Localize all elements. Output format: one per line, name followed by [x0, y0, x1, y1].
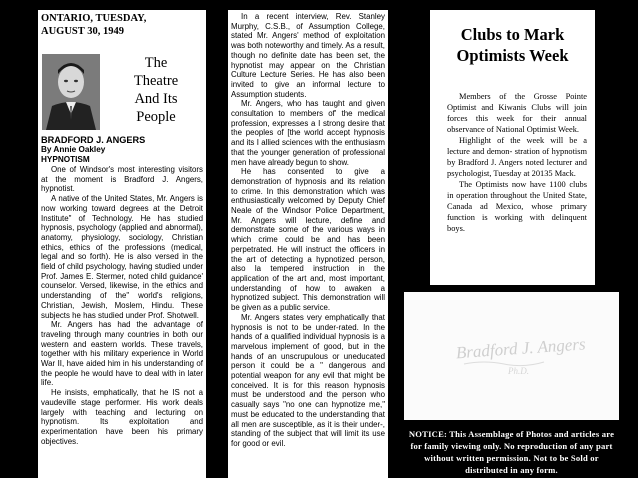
column-heading	[110, 54, 202, 126]
paragraph: Mr. Angers, who has taught and given consultation to members of' the medical profession, expresses a I strong desire that the peoples of [the world accept hypnosis and its I allied sciences with the enthusiasm that the younger generation of professional men have already begun to show.	[231, 99, 385, 167]
heading-line: And Its	[134, 91, 178, 107]
clipping-body	[447, 91, 587, 234]
paragraph: A native of the United States, Mr. Angers is now working toward degrees at the Detroit Institute" of Technology. He has studied hypnosis, psychology (applied and abnormal), anatomy, physiology, sociology, Christian ethics, ethics of the professions (medical, legal and so forth). He is also versed in the field of child psychology, having studied under Prof. James E. Stermer, noted child guidance' counselor. Versed, likewise, in the ethics and understanding of the" world's religions, Christian, Jewish, Moslem, Hindu. These subjects he has studied under Prof. Shotwell.	[41, 194, 203, 320]
paragraph: One of Windsor's most interesting visitors at the moment is Bradford J. Angers, hypnotist.	[41, 165, 203, 194]
article-column-middle	[228, 10, 388, 478]
paragraph: Highlight of the week will be a lecture and demon- stration of hypnotism by Bradford J. Angers noted lecturer and psychologist, Tuesday at 20135 Mack.	[447, 136, 587, 178]
clipping-title	[430, 24, 595, 66]
paragraph: Mr. Angers has had the advantage of traveling through many countries in both our western and eastern worlds. These travels, together with his military experience in World War II, have aided him in his understanding of the people he would have to deal with in later life.	[41, 320, 203, 388]
author-name: By Annie Oakley	[41, 145, 106, 154]
heading-line: The	[144, 55, 168, 71]
heading-line: People	[136, 109, 176, 125]
clipping-optimists-week	[430, 10, 595, 285]
paragraph: He has consented to give a demonstration of hypnosis and its relation to crime. In this demonstration which was enthusiastically welcomed by Deputy Chief Neale of the Windsor Police Department, Mr. Angers will lecture, define and demonstrate some of the various ways in which crime could be and has been perpetrated. He will instruct the officers in the art of detecting a hypnotized person, also la tempered instruction in the application of the art and, most important, understanding of how to awaken a hypnotized subject. This demonstration will be given as a public service.	[231, 167, 385, 313]
portrait-photo	[42, 54, 100, 130]
article-column-left	[38, 10, 206, 478]
paragraph: In a recent interview, Rev. Stanley Murphy, C.S.B., of Assumption College, stated Mr. Angers' method of exploitation was both noteworthy and timely. As a result, though no definite date has been set, the hypnotist may appear on the Christian Culture Lecture Series. He has also been invited to give an informal lecture to Assumption students.	[231, 12, 385, 99]
title-line: Optimists Week	[456, 46, 569, 65]
paragraph: Mr. Angers states very emphatically that hypnosis is not to be under-rated. In the hands of a qualified individual hypnosis is a marvelous implement of good, but in the hands of an unscrupulous or uneducated person it could be a " dangerous and potential weapon for any evil that might be conceived. It is for this reason hypnosis must be understood and the person who casually says "no one can hypnotize me," must be educated to the understanding that all men are susceptible, as it is their under-, standing of the subject that will limit its use for good or evil.	[231, 312, 385, 448]
byline	[41, 135, 203, 165]
paragraph: Members of the Grosse Pointe Optimist and Kiwanis Clubs will join forces this week for their annual observance of National Optimist Week.	[447, 92, 587, 134]
topic-label: HYPNOTISM	[41, 155, 90, 164]
copyright-notice: NOTICE: This Assemblage of Photos and articles are for family viewing only. No reproduction of any part without written permission. Not to be Sold or distributed in any form.	[408, 429, 615, 475]
paragraph: He insists, emphatically, that he IS not a vaudeville stage performer. His work deals largely with teaching and lecturing on hypnotism. Its exploitation and experimentation have been his primary objectives.	[41, 388, 203, 446]
title-line: Clubs to Mark	[460, 25, 565, 44]
signature-image	[404, 292, 619, 420]
svg-text:Ph.D.: Ph.D.	[508, 366, 529, 376]
article-body	[231, 12, 385, 449]
paragraph: The Optimists now have 1100 clubs in operation throughout the United State, Canada ad Mexico, whose primary function is working with delinquent boys.	[447, 180, 587, 233]
subject-name: BRADFORD J. ANGERS	[41, 135, 146, 145]
article-body	[41, 165, 203, 446]
svg-text:Bradford J. Angers: Bradford J. Angers	[455, 334, 587, 363]
heading-line: Theatre	[133, 73, 179, 89]
dateline: ONTARIO, TUESDAY, AUGUST 30, 1949	[41, 13, 147, 37]
signature-card	[404, 292, 619, 420]
